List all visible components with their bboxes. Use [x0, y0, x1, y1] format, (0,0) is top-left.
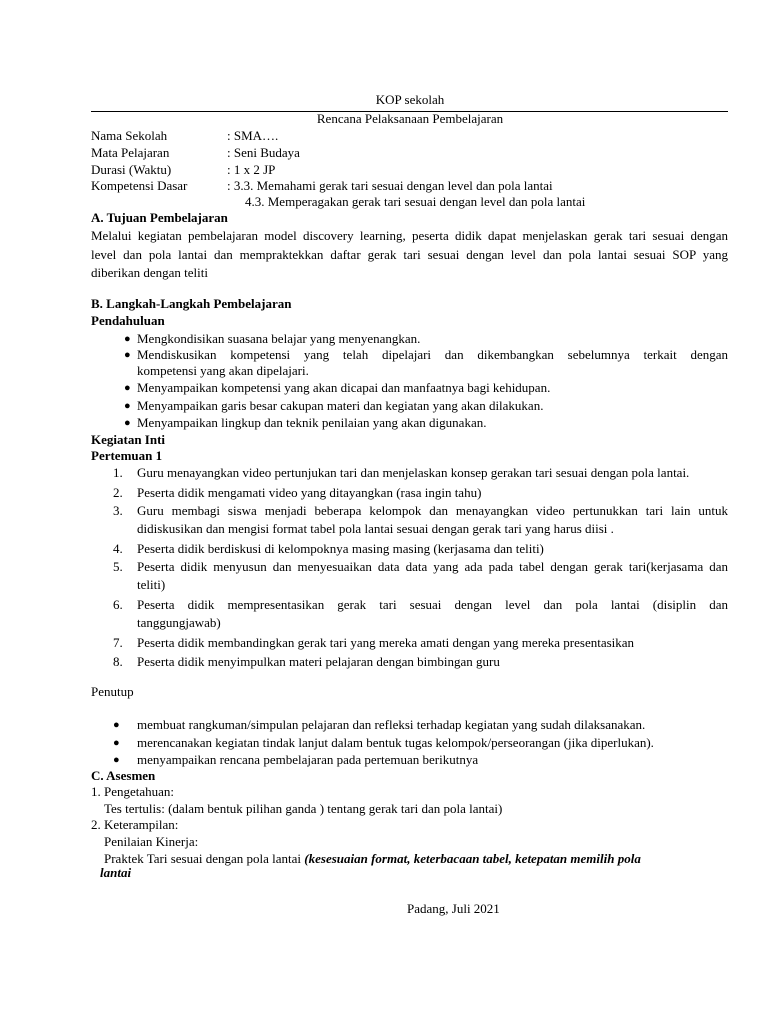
list-item-continuation: kompetensi yang akan dipelajari. — [137, 363, 309, 378]
info-label-kompetensi-dasar: Kompetensi Dasar — [91, 178, 188, 193]
asesmen-keterampilan-sub: Penilaian Kinerja: — [104, 834, 199, 849]
document-title: Rencana Pelaksanaan Pembelajaran — [316, 111, 504, 126]
info-label-mata-pelajaran: Mata Pelajaran — [91, 145, 170, 160]
bullet-icon: ● — [113, 719, 120, 731]
bullet-icon: ● — [124, 400, 131, 412]
asesmen-pengetahuan-detail: Tes tertulis: (dalam bentuk pilihan ganda ) tentang gerak tari dan pola lantai) — [104, 801, 503, 816]
list-number: 8. — [113, 654, 123, 669]
list-item: Peserta didik mengamati video yang ditayangkan (rasa ingin tahu) — [137, 485, 482, 500]
list-item: Mendiskusikan kompetensi yang telah dipelajari dan dikembangkan sebelumnya terkait dengan — [137, 347, 728, 362]
list-item: Guru menayangkan video pertunjukan tari dan menjelaskan konsep gerakan tari sesuai dengan pola lantai. — [137, 465, 690, 480]
section-b-title: B. Langkah-Langkah Pembelajaran — [91, 296, 292, 311]
info-label-nama-sekolah: Nama Sekolah — [91, 128, 168, 143]
list-item: menyampaikan rencana pembelajaran pada pertemuan berikutnya — [137, 752, 479, 767]
info-value-kompetensi-dasar-2: 4.3. Memperagakan gerak tari sesuai dengan level dan pola lantai — [245, 194, 586, 209]
list-item: Menyampaikan kompetensi yang akan dicapai dan manfaatnya bagi kehidupan. — [137, 380, 551, 395]
list-item-continuation: tanggungjawab) — [137, 615, 221, 630]
info-label-durasi: Durasi (Waktu) — [91, 162, 172, 177]
list-item: membuat rangkuman/simpulan pelajaran dan refleksi terhadap kegiatan yang sudah dilaksanakan. — [137, 717, 646, 732]
bullet-icon: ● — [124, 333, 131, 345]
list-number: 2. — [113, 485, 123, 500]
praktek-criteria: (kesesuaian format, keterbacaan tabel, ketepatan memilih pola — [304, 851, 641, 866]
list-item: Peserta didik mempresentasikan gerak tari sesuai dengan level dan pola lantai (disiplin dan — [137, 597, 728, 612]
list-item-continuation: teliti) — [137, 577, 166, 592]
list-item: Peserta didik berdiskusi di kelompoknya masing masing (kerjasama dan teliti) — [137, 541, 544, 556]
list-item-continuation: didiskusikan dan mengisi format tabel pola lantai sesuai dengan gerak tari yang harus diisi . — [137, 521, 614, 536]
list-item: Peserta didik membandingkan gerak tari yang mereka amati dengan yang mereka presentasikan — [137, 635, 635, 650]
list-item: Peserta didik menyimpulkan materi pelajaran dengan bimbingan guru — [137, 654, 500, 669]
list-number: 4. — [113, 541, 123, 556]
penutup-title: Penutup — [91, 684, 134, 699]
bullet-icon: ● — [124, 349, 131, 361]
list-item: Menyampaikan garis besar cakupan materi dan kegiatan yang akan dilakukan. — [137, 398, 544, 413]
section-a-line-3: diberikan dengan teliti — [91, 265, 208, 280]
info-value-durasi: : 1 x 2 JP — [227, 162, 276, 177]
list-number: 5. — [113, 559, 123, 574]
list-number: 1. — [113, 465, 123, 480]
pertemuan-title: Pertemuan 1 — [91, 448, 163, 463]
list-number: 7. — [113, 635, 123, 650]
kop-sekolah: KOP sekolah — [375, 92, 445, 107]
bullet-icon: ● — [113, 737, 120, 749]
asesmen-keterampilan-detail — [104, 851, 641, 867]
list-item: Menyampaikan lingkup dan teknik penilaian yang akan digunakan. — [137, 415, 487, 430]
pendahuluan-title: Pendahuluan — [91, 313, 165, 328]
list-number: 6. — [113, 597, 123, 612]
section-a-line-1: Melalui kegiatan pembelajaran model discovery learning, peserta didik dapat menjelaskan gerak tari sesuai dengan — [91, 228, 728, 243]
list-item: Mengkondisikan suasana belajar yang menyenangkan. — [137, 331, 421, 346]
bullet-icon: ● — [124, 382, 131, 394]
asesmen-item-pengetahuan: 1. Pengetahuan: — [91, 784, 175, 799]
list-item: merencanakan kegiatan tindak lanjut dalam bentuk tugas kelompok/perseorangan (jika diperlukan). — [137, 735, 654, 750]
info-value-mata-pelajaran: : Seni Budaya — [227, 145, 300, 160]
section-c-title: C. Asesmen — [91, 768, 156, 783]
kegiatan-inti-title: Kegiatan Inti — [91, 432, 166, 447]
bullet-icon: ● — [113, 754, 120, 766]
bullet-icon: ● — [124, 417, 131, 429]
praktek-text: Praktek Tari sesuai dengan pola lantai — [104, 851, 305, 866]
list-item: Peserta didik menyusun dan menyesuaikan data data yang ada pada tabel dengan gerak tari(kerjasama dan — [137, 559, 728, 574]
section-a-line-2: level dan pola lantai dan mempraktekkan daftar gerak tari sesuai dengan level dan pola lantai sesuai SOP yang — [91, 247, 728, 262]
praktek-criteria-continuation: lantai — [100, 865, 132, 880]
info-value-kompetensi-dasar: : 3.3. Memahami gerak tari sesuai dengan level dan pola lantai — [227, 178, 553, 193]
place-date: Padang, Juli 2021 — [407, 901, 500, 916]
list-item: Guru membagi siswa menjadi beberapa kelompok dan menayangkan video pertunukkan tari lain untuk — [137, 503, 728, 518]
asesmen-item-keterampilan: 2. Keterampilan: — [91, 817, 179, 832]
info-value-nama-sekolah: : SMA…. — [227, 128, 279, 143]
list-number: 3. — [113, 503, 123, 518]
section-a-title: A. Tujuan Pembelajaran — [91, 210, 228, 225]
